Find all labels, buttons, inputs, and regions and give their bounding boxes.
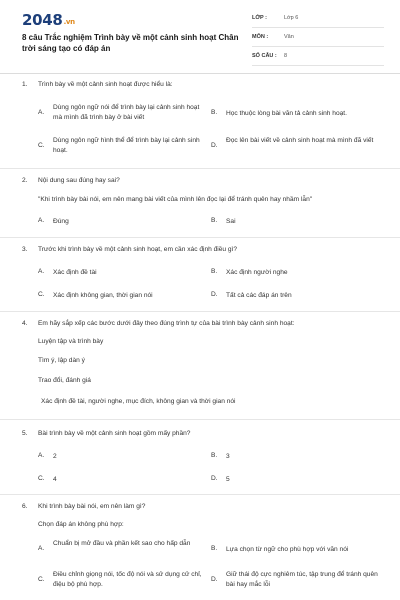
option-c[interactable] [38,291,208,303]
meta-row-subject [252,31,384,47]
option-a[interactable] [38,103,208,125]
option-label: D. [211,475,218,482]
option-label: B. [211,217,218,224]
option-text: Xác định người nghe [226,269,288,276]
option-text: Đọc lên bài viết về cảnh sinh hoạt mà mình đã viết [226,137,374,144]
question-text: Bài trình bày về một cảnh sinh hoạt gồm mấy phần? [38,430,191,437]
option-text: Xác định đề tài [53,269,97,276]
meta-label: LỚP : [252,15,267,21]
question-text: Nội dung sau đúng hay sai? [38,177,120,184]
question-number: 3. [22,246,28,253]
option-label: D. [211,291,218,298]
option-text: Dùng ngôn ngữ nói để trình bày lại cảnh sinh hoạt mà mình đã trình bày ở bài viết [53,104,200,121]
meta-info [252,12,384,69]
option-c[interactable] [38,570,208,592]
option-label: D. [211,576,218,583]
option-a[interactable] [38,268,208,280]
meta-label: SỐ CÂU : [252,53,277,59]
option-label: A. [38,217,45,224]
option-label: C. [38,576,45,583]
logo-text: 2048 [22,11,63,29]
option-a[interactable] [38,217,208,229]
page-header [0,0,400,66]
question-text: Khi trình bày bài nói, em nên làm gì? [38,503,146,510]
option-b[interactable] [211,539,381,561]
question-divider [0,311,400,312]
question-statement: "Khi trình bày bài nói, em nên mang bài viết của mình lên đọc lại để tránh quên hay nhầm lẫn" [38,196,313,203]
option-d[interactable] [211,475,381,487]
option-text: Sai [226,218,236,225]
option-label: A. [38,452,45,459]
question-number: 2. [22,177,28,184]
question-divider [0,419,400,420]
option-text: Lựa chọn từ ngữ cho phù hợp với văn nói [226,546,349,553]
option-text: Chuẩn bị mở đầu và phần kết sao cho hấp dẫn [53,540,191,547]
option-c[interactable] [38,136,208,158]
question-number: 6. [22,503,28,510]
header-divider [0,73,400,74]
option-b[interactable] [211,217,381,229]
option-d[interactable] [211,136,381,158]
option-text: Tất cả các đáp án trên [226,292,292,299]
question-divider [0,494,400,495]
order-item[interactable]: Trao đổi, đánh giá [38,377,91,384]
option-text: Xác định không gian, thời gian nói [53,292,153,299]
option-label: C. [38,142,45,149]
option-text: 4 [53,476,57,483]
option-d[interactable] [211,291,381,303]
option-text: Đúng [53,218,69,225]
option-b[interactable] [211,268,381,280]
site-logo[interactable] [22,11,75,29]
option-text: 3 [226,453,230,460]
option-label: A. [38,109,45,116]
meta-label: MÔN : [252,34,269,40]
option-text: Điều chỉnh giọng nói, tốc độ nói và sử dụng cử chỉ, điệu bộ phù hợp. [53,571,202,588]
question-divider [0,237,400,238]
question-number: 4. [22,320,28,327]
option-label: B. [211,452,218,459]
option-text: Giữ thái độ cực nghiêm túc, tập trung để tránh quên bài hay mắc lỗi [226,571,378,588]
option-label: B. [211,545,218,552]
option-a[interactable] [38,539,208,561]
order-item[interactable]: Luyện tập và trình bày [38,338,104,345]
order-item[interactable]: Xác định đề tài, người nghe, mục đích, không gian và thời gian nói [41,398,236,405]
question-divider [0,168,400,169]
meta-value: Văn [284,34,294,40]
question-text: Trước khi trình bày về một cảnh sinh hoạt, em cần xác định điều gì? [38,246,238,253]
question-text: Trình bày về một cảnh sinh hoạt được hiểu là: [38,81,173,88]
meta-value: Lớp 6 [284,15,299,21]
question-number: 1. [22,81,28,88]
option-label: B. [211,109,218,116]
option-label: C. [38,291,45,298]
option-c[interactable] [38,475,208,487]
option-label: D. [211,142,218,149]
option-label: A. [38,545,45,552]
option-label: A. [38,268,45,275]
option-d[interactable] [211,570,381,592]
option-label: C. [38,475,45,482]
meta-value: 8 [284,53,288,59]
question-instruction: Chọn đáp án không phù hợp: [38,521,124,528]
meta-row-count [252,50,384,66]
meta-row-grade [252,12,384,28]
logo-suffix: .vn [63,18,75,26]
option-label: B. [211,268,218,275]
option-b[interactable] [211,452,381,464]
option-text: Dùng ngôn ngữ hình thể để trình bày lại cảnh sinh hoạt. [53,137,200,154]
question-number: 5. [22,430,28,437]
order-item[interactable]: Tìm ý, lập dàn ý [38,357,85,364]
option-text: Học thuộc lòng bài văn tả cảnh sinh hoạt. [226,110,347,117]
option-a[interactable] [38,452,208,464]
option-text: 2 [53,453,57,460]
option-text: 5 [226,476,230,483]
question-text: Em hãy sắp xếp các bước dưới đây theo đúng trình tự của bài trình bày cảnh sinh hoạt: [38,320,295,327]
option-b[interactable] [211,103,381,125]
document-title: 8 câu Trắc nghiệm Trình bày về một cảnh sinh hoạt Chân trời sáng tạo có đáp án [22,33,239,53]
